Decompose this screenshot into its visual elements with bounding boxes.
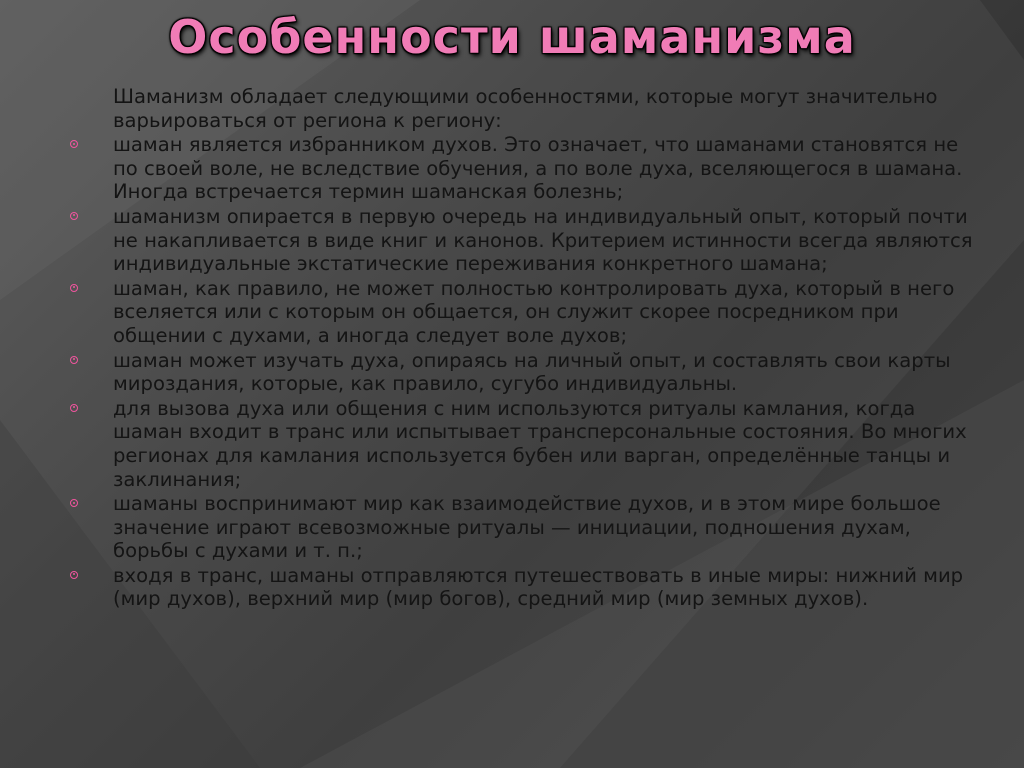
pink-circle-bullet-icon: [70, 356, 78, 364]
pink-circle-bullet-icon: [70, 404, 78, 412]
list-item: [75, 564, 975, 611]
list-item: [75, 133, 975, 204]
pink-circle-bullet-icon: [70, 571, 78, 579]
list-item-text: шаман, как правило, не может полностью контролировать духа, который в него вселяется или с которым он общается, он служит скорее посредником при общении с духами, а иногда следует воле духов;: [113, 276, 955, 347]
list-item-text: шаманы воспринимают мир как взаимодействие духов, и в этом мире большое значение играют всевозможные ритуалы — инициации, подношения духам, борьбы с духами и т. п.;: [113, 492, 941, 563]
list-item: [75, 205, 975, 276]
list-item-text: шаман является избранником духов. Это означает, что шаманами становятся не по своей воле, не вследствие обучения, а по воле духа, вселяющегося в шамана. Иногда встречается термин шаманская болезнь;: [113, 133, 963, 204]
list-item-text: шаман может изучать духа, опираясь на личный опыт, и составлять свои карты мироздания, которые, как правило, сугубо индивидуальны.: [113, 348, 951, 396]
pink-circle-bullet-icon: [70, 212, 78, 220]
list-item-text: для вызова духа или общения с ним используются ритуалы камлания, когда шаман входит в транс или испытывает трансперсональные состояния. Во многих регионах для камлания используется бубен или варган, определённые танцы и заклинания;: [113, 396, 967, 491]
list-item-text: входя в транс, шаманы отправляются путешествовать в иные миры: нижний мир (мир духов), верхний мир (мир богов), средний мир (мир земных духов).: [113, 563, 964, 611]
slide-body: [75, 85, 975, 611]
bullet-list: [75, 133, 975, 611]
pink-circle-bullet-icon: [70, 499, 78, 507]
intro-paragraph: Шаманизм обладает следующими особенностями, которые могут значительно варьироваться от региона к региону:: [113, 85, 938, 132]
slide-title: Особенности шаманизма: [168, 10, 856, 64]
list-item: [75, 492, 975, 563]
list-item: [75, 397, 975, 491]
list-item: [75, 277, 975, 348]
pink-circle-bullet-icon: [70, 140, 78, 148]
pink-circle-bullet-icon: [70, 284, 78, 292]
list-item-text: шаманизм опирается в первую очередь на индивидуальный опыт, который почти не накапливается в виде книг и канонов. Критерием истинности всегда являются индивидуальные экстатические переживания конкретного шамана;: [113, 204, 973, 276]
list-item: [75, 349, 975, 396]
